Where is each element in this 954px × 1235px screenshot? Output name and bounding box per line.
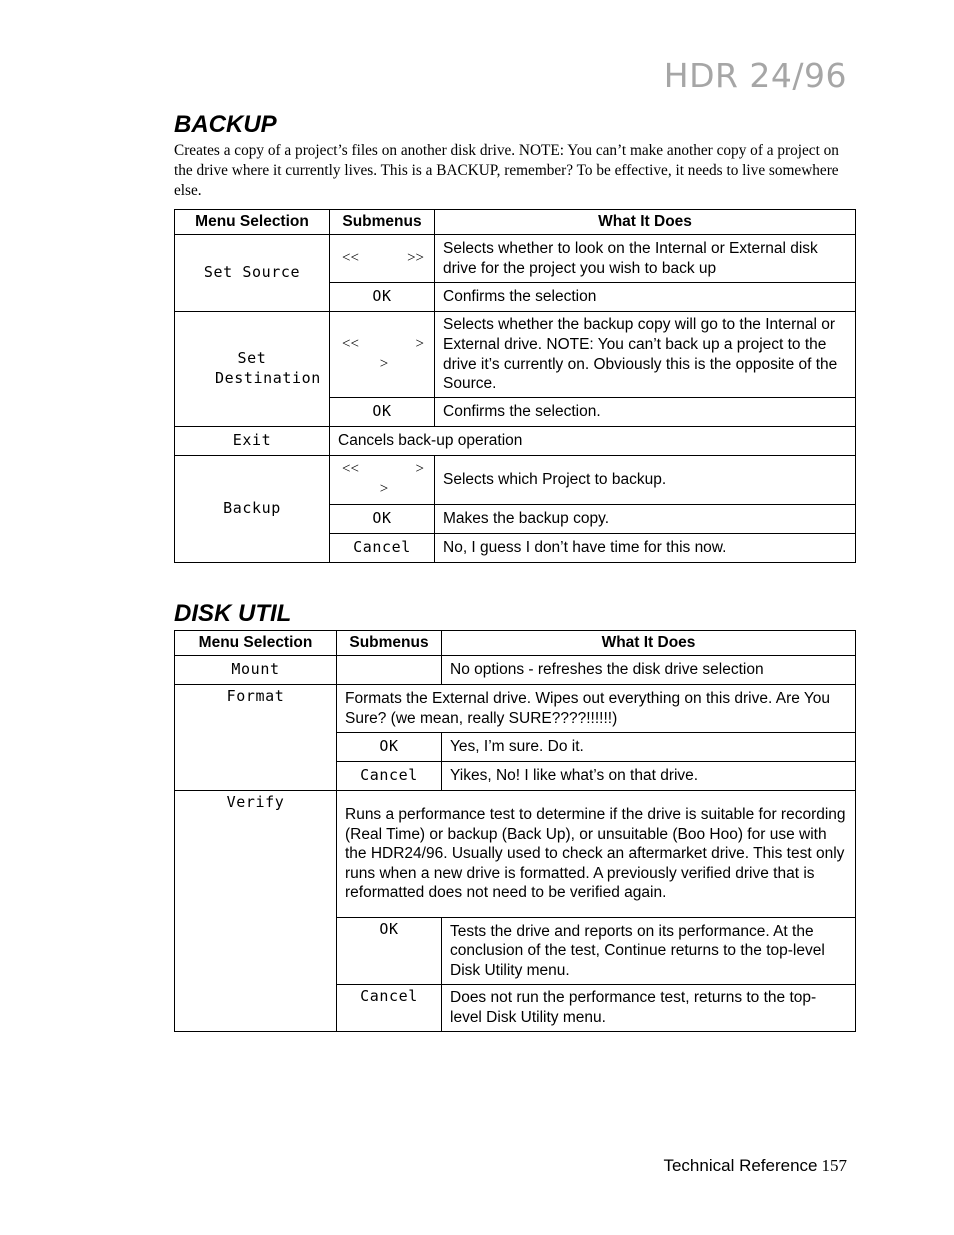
description-cell: No options - refreshes the disk drive selection — [442, 656, 856, 685]
description-cell: Cancels back-up operation — [330, 427, 856, 456]
description-cell: Confirms the selection — [435, 283, 856, 312]
disk-util-heading: DISK UTIL — [174, 600, 292, 627]
description-cell: Makes the backup copy. — [435, 505, 856, 534]
table-row — [175, 791, 856, 918]
footer-section-label: Technical Reference — [663, 1156, 818, 1175]
submenu-cell: OK — [337, 733, 442, 762]
description-cell: Selects which Project to backup. — [435, 456, 856, 505]
description-cell: Confirms the selection. — [435, 398, 856, 427]
page-footer — [663, 1156, 847, 1176]
table-row — [175, 456, 856, 505]
column-header: Menu Selection — [175, 210, 330, 235]
backup-heading: BACKUP — [174, 111, 277, 138]
table-row — [175, 427, 856, 456]
table-header-row — [175, 210, 856, 235]
description-cell: Yes, I’m sure. Do it. — [442, 733, 856, 762]
backup-table — [174, 209, 856, 563]
column-header: Submenus — [330, 210, 435, 235]
menu-selection-cell: Format — [175, 685, 337, 791]
menu-selection-cell: Mount — [175, 656, 337, 685]
backup-intro: Creates a copy of a project’s files on another disk drive. NOTE: You can’t make another copy of a project on the drive where it currently lives. This is a BACKUP, remember? To be effective, it needs to live somewhere else. — [174, 142, 839, 199]
disk-util-table — [174, 630, 856, 1032]
submenu-arrows-cell: << > > — [330, 456, 435, 505]
submenu-arrows-cell: << >> — [330, 235, 435, 283]
description-cell: Runs a performance test to determine if the drive is suitable for recording (Real Time) or backup (Back Up), or unsuitable (Boo Hoo) for use with the HDR24/96. Usually used to check an aftermarket drive. This test only runs when a new drive is formatted. A previously verified drive that is reformatted does not need to be verified again. — [337, 791, 856, 918]
table-header-row — [175, 631, 856, 656]
table-row — [175, 685, 856, 733]
table-row — [175, 656, 856, 685]
menu-selection-cell: Set Destination — [175, 312, 330, 427]
column-header: Menu Selection — [175, 631, 337, 656]
submenu-cell: OK — [337, 918, 442, 985]
page-number: 157 — [821, 1156, 847, 1175]
submenu-cell: Cancel — [337, 985, 442, 1032]
description-cell: Does not run the performance test, returns to the top-level Disk Utility menu. — [442, 985, 856, 1032]
submenu-cell: OK — [330, 283, 435, 312]
description-cell: Tests the drive and reports on its performance. At the conclusion of the test, Continue returns to the top-level Disk Utility menu. — [442, 918, 856, 985]
submenu-cell — [337, 656, 442, 685]
column-header: What It Does — [435, 210, 856, 235]
submenu-cell: OK — [330, 505, 435, 534]
description-cell: Yikes, No! I like what’s on that drive. — [442, 762, 856, 791]
description-cell: Selects whether to look on the Internal or External disk drive for the project you wish to back up — [435, 235, 856, 283]
menu-selection-cell: Exit — [175, 427, 330, 456]
running-header: HDR 24/96 — [663, 56, 847, 95]
menu-selection-cell: Backup — [175, 456, 330, 563]
table-row — [175, 312, 856, 398]
menu-selection-cell: Verify — [175, 791, 337, 1032]
submenu-cell: Cancel — [337, 762, 442, 791]
column-header: What It Does — [442, 631, 856, 656]
description-cell: Selects whether the backup copy will go to the Internal or External drive. NOTE: You can’t back up a project to the drive it’s currently on. Obviously this is the opposite of the Source. — [435, 312, 856, 398]
description-cell: No, I guess I don’t have time for this now. — [435, 534, 856, 563]
column-header: Submenus — [337, 631, 442, 656]
submenu-arrows-cell: << > > — [330, 312, 435, 398]
menu-selection-cell: Set Source — [175, 235, 330, 312]
submenu-cell: OK — [330, 398, 435, 427]
table-row — [175, 235, 856, 283]
description-cell: Formats the External drive. Wipes out everything on this drive. Are You Sure? (we mean, really SURE????!!!!!!) — [337, 685, 856, 733]
submenu-cell: Cancel — [330, 534, 435, 563]
